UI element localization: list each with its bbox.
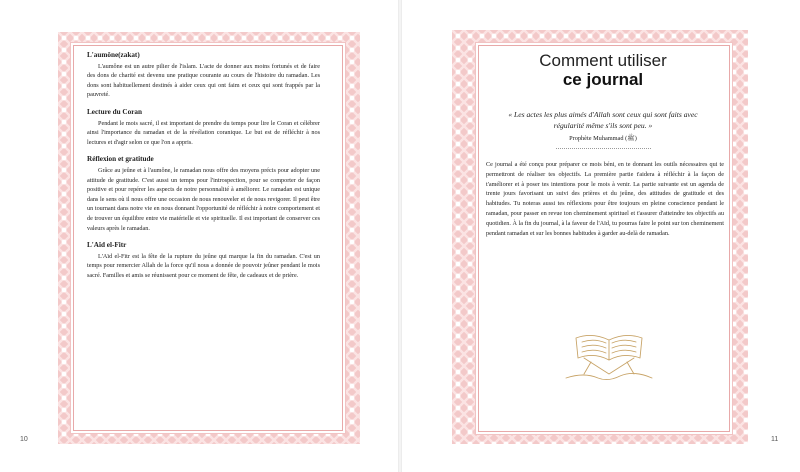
page-number-left: 10 xyxy=(20,436,28,443)
hadith-quote: « Les actes les plus aimés d'Allah sont ceux qui sont faits avec régularité même s'ils sont peu. » xyxy=(508,110,698,130)
left-page-content xyxy=(87,51,320,288)
page-title-line-2: ce journal xyxy=(562,70,644,89)
section-text: Grâce au jeûne et à l'aumône, le ramadan nous offre des moyens précis pour adopter une attitude de gratitude. C'est aussi un temps pour l'introspection, pour se comporter de façon positive et pour repérer les aspects de notre personnalité à améliorer. Le ramadan est unique dans le sens où il nous offre une occasion de nous renouveler et de nous revigorer. Il peut être un tournant dans notre vie en nous donnant l'opportunité de réfléchir à notre comportement et de trouver un équilibre entre vie matérielle et vie spirituelle. Il est important de conserver ces valeurs après le ramadan. xyxy=(87,166,320,232)
section-reflexion xyxy=(87,155,320,233)
section-text: Pendant le mois sacré, il est important de prendre du temps pour lire le Coran et célébrer ainsi l'importance du ramadan et de la révélation coranique. Le but est de réfléchir à nos lectures et d'agir selon ce que l'on a appris. xyxy=(87,119,320,146)
section-aid xyxy=(87,241,320,280)
section-coran xyxy=(87,108,320,147)
section-text: L'Aïd el-Fitr est la fête de la rupture du jeûne qui marque la fin du ramadan. C'est un temps pour remercier Allah de la force qu'il nous a donnée de pouvoir jeûner pendant le mois sacré. Familles et amis se réunissent pour ce moment de fête, de cadeaux et de prière. xyxy=(87,252,320,279)
quote-author: Prophète Muhammad (ﷺ) xyxy=(569,135,637,142)
section-text: L'aumône est un autre pilier de l'islam. L'acte de donner aux moins fortunés et de faire des dons de charité est devenu une pratique courante au cours de l'histoire du ramadan. Les dons sont habituellement destinés à aider ceux qui ont faim et ceux qui sont frappés par la pauvreté. xyxy=(87,62,320,99)
section-heading: L'aumône(zakat) xyxy=(87,51,140,59)
section-zakat xyxy=(87,51,320,100)
section-heading: L'Aïd el-Fitr xyxy=(87,241,127,250)
page-number-right: 11 xyxy=(771,436,779,443)
page-title-line-1: Comment utiliser xyxy=(539,51,667,70)
open-quran-on-stand-icon xyxy=(564,328,654,386)
dotted-divider xyxy=(556,148,651,149)
section-heading: Lecture du Coran xyxy=(87,107,142,116)
book-spine xyxy=(398,0,402,472)
journal-intro-text: Ce journal a été conçu pour préparer ce mois béni, en te donnant les outils nécessaires qui te permettront de réaliser tes objectifs. La première partie t'aidera à réfléchir à la façon de t'améliorer et à poser tes intentions pour le mois à venir. La partie suivante est un agenda de trente jours favorisant un suivi des prières et du jeûne, des attitudes de gratitude et des habitudes. Tu noteras aussi tes réflexions pour être toujours en pleine conscience pendant le ramadan, pour passer en revue ton cheminement spirituel et t'assurer d'atteindre tes objectifs au quotidien. À la fin du journal, à la faveur de l'Aïd, tu pourras faire le point sur ton cheminement pendant ramadan et sur les bonnes habitudes à garder au-delà de ramadan. xyxy=(486,161,724,237)
section-heading: Réflexion et gratitude xyxy=(87,155,154,164)
